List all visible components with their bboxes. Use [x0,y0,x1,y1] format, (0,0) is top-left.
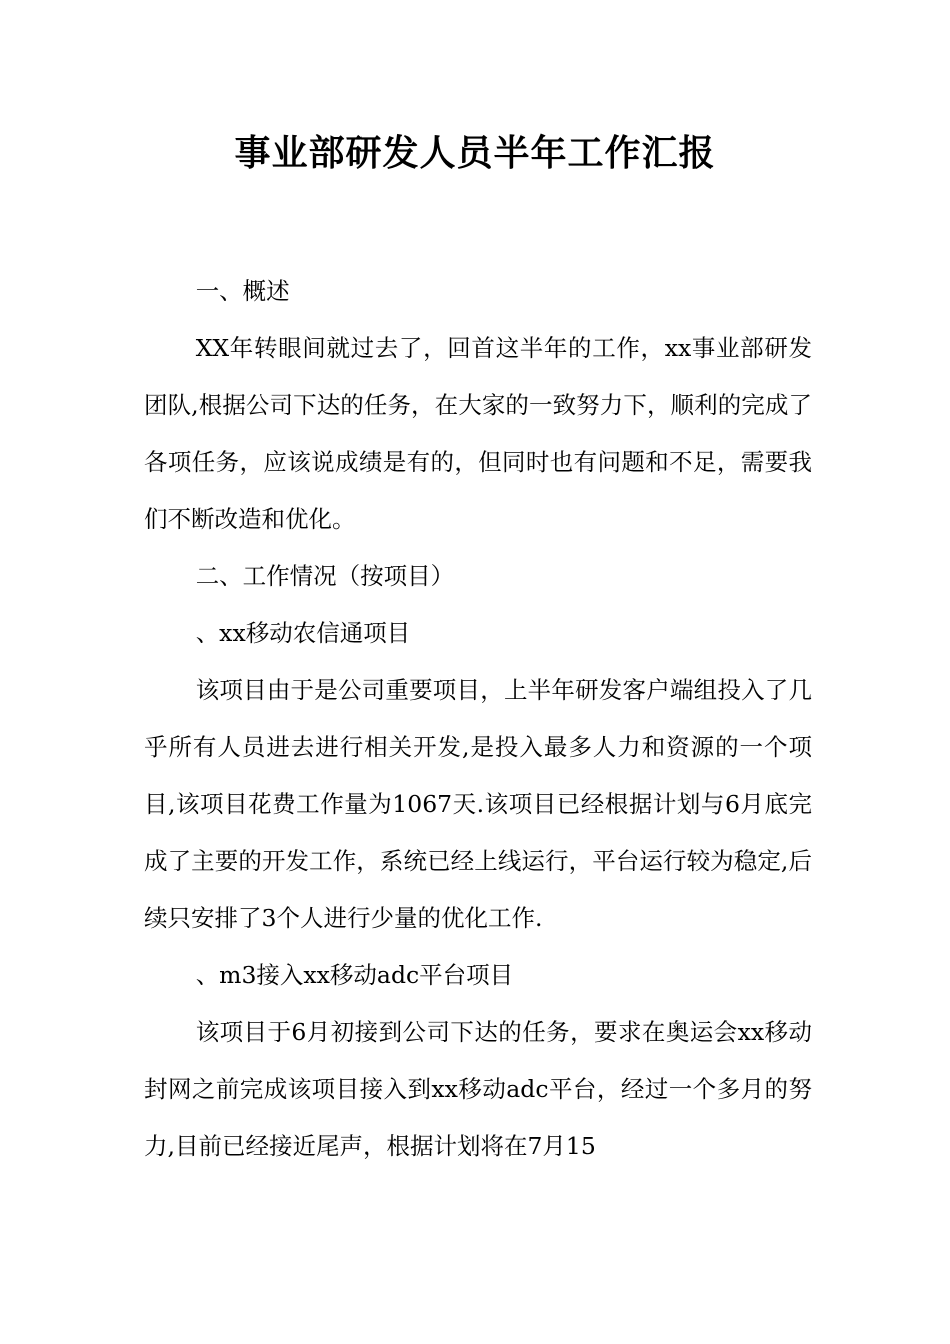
paragraph-nongxintong: 该项目由于是公司重要项目，上半年研发客户端组投入了几乎所有人员进去进行相关开发,是投入最多人力和资源的一个项目,该项目花费工作量为1067天.该项目已经根据计划与6月底完成了主要的开发工作，系统已经上线运行，平台运行较为稳定,后续只安排了3个人进行少量的优化工作. [144,676,812,932]
project-heading-m3-adc: 、m3接入xx移动adc平台项目 [195,961,514,989]
paragraph-overview: XX年转眼间就过去了，回首这半年的工作，xx事业部研发团队,根据公司下达的任务，在大家的一致努力下，顺利的完成了各项任务，应该说成绩是有的，但同时也有问题和不足，需要我们不断改造和优化。 [144,334,812,533]
section-heading-work-status: 二、工作情况（按项目） [195,562,455,590]
document-body [144,263,812,1175]
project-heading-nongxintong: 、xx移动农信通项目 [195,619,411,647]
paragraph-m3-adc: 该项目于6月初接到公司下达的任务，要求在奥运会xx移动封网之前完成该项目接入到xx移动adc平台，经过一个多月的努力,目前已经接近尾声，根据计划将在7月15 [144,1018,812,1160]
document-title: 事业部研发人员半年工作汇报 [234,132,716,174]
section-heading-overview: 一、概述 [195,277,290,305]
